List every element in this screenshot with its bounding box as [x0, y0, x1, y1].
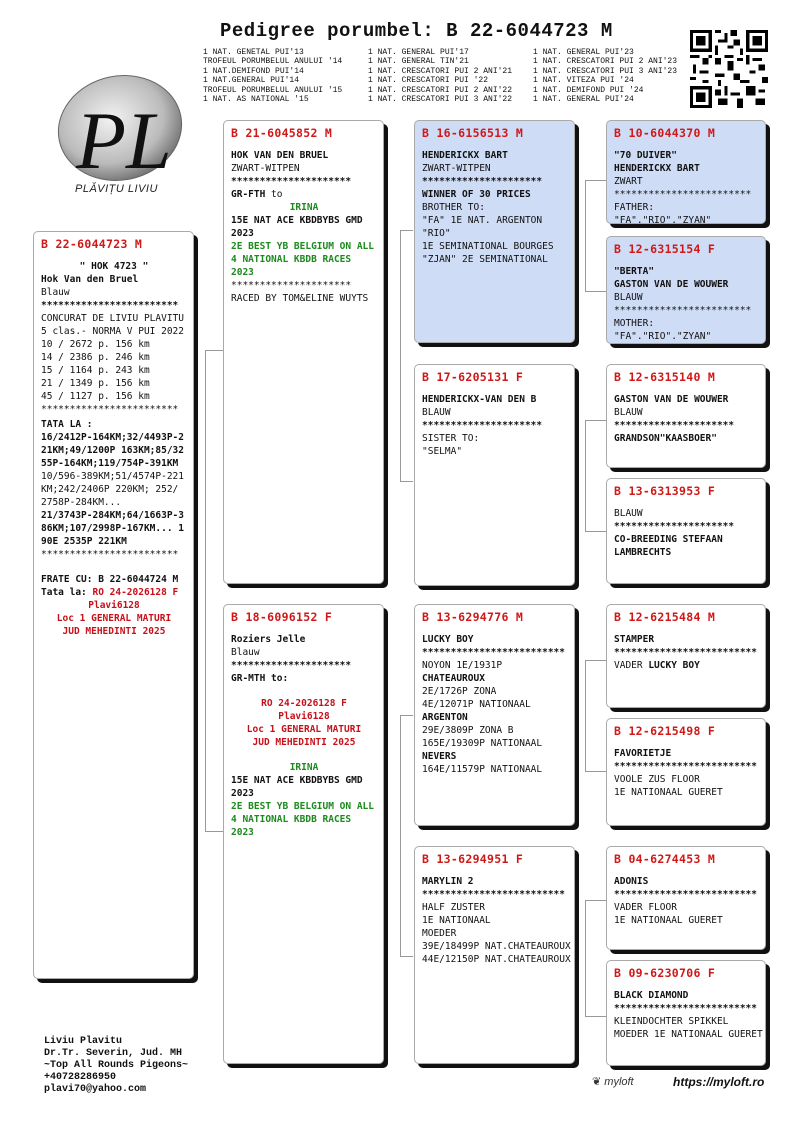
info-line: "FA" 1E NAT. ARGENTON — [422, 215, 543, 226]
mf-card — [414, 604, 575, 826]
pigeon-name: MARYLIN 2 — [422, 876, 474, 887]
separator: ************************* — [422, 889, 565, 900]
separator: ********************* — [614, 521, 735, 532]
info-line: VADER FLOOR — [614, 902, 677, 913]
separator: ********************* — [231, 280, 352, 291]
to-label: to — [265, 189, 283, 200]
separator: ************************ — [41, 300, 179, 311]
achievement: TROFEUL PORUMBELUL ANULUI '15 — [203, 85, 343, 95]
achievements-col-1 — [203, 48, 342, 104]
info-line: "ZJAN" 2E SEMINATIONAL — [422, 254, 548, 265]
tata-label: TATA LA : — [41, 419, 93, 430]
separator: ********************* — [422, 176, 543, 187]
breeder-name: Liviu Plavitu — [44, 1036, 123, 1047]
red-line: Plavi6128 — [88, 600, 140, 611]
mmf-card — [606, 846, 766, 950]
connector-gen3-mm — [585, 900, 606, 1017]
mother-card — [223, 604, 384, 1064]
pigeon-color: Blauw — [41, 287, 70, 298]
achievement: 1 NAT. VITEZA PUI '24 — [533, 76, 634, 86]
subject-card — [33, 231, 194, 979]
ring-number: B 12-6315140 M — [614, 370, 716, 384]
nickname: "BERTA" — [614, 266, 655, 277]
tata-la-label: Tata la: — [41, 587, 93, 598]
achievement: 1 NAT.DEMIFOND PUI'14 — [203, 66, 304, 76]
achievement: 1 NAT. GENERAL TIN'21 — [368, 57, 469, 67]
mm-card — [414, 846, 575, 1064]
info-line: 2E/1726P ZONA — [422, 686, 497, 697]
info-line: "RIO" — [422, 228, 451, 239]
info-line: 164E/11579P NATIONAAL — [422, 764, 543, 775]
achievement: 1 NAT. CRESCATORI PUI 2 ANI'21 — [368, 66, 513, 76]
result: 21 / 1349 p. 156 km — [41, 378, 150, 389]
vader-label: VADER — [614, 660, 649, 671]
green-line: 2E BEST YB BELGIUM ON ALL 4 NATIONAL KBDB RACES 2023 — [231, 801, 374, 838]
info-line: NOYON 1E/1931P — [422, 660, 503, 671]
cobreeding-line: CO-BREEDING STEFAAN LAMBRECHTS — [614, 534, 723, 558]
separator: ************************ — [41, 404, 179, 415]
info-line: KLEINDOCHTER SPIKKEL — [614, 1016, 729, 1027]
pigeon-name: HOK VAN DEN BRUEL — [231, 150, 329, 161]
red-line: Plavi6128 — [278, 711, 330, 722]
grandson-line: GRANDSON"KAASBOER" — [614, 433, 717, 444]
result: 15 / 1164 p. 243 km — [41, 365, 150, 376]
ring-number: B 21-6045852 M — [231, 126, 333, 140]
achievement: 1 NAT. CRESCATORI PUI 3 ANI'23 — [533, 66, 678, 76]
info-line: SISTER TO: — [422, 433, 480, 444]
ffm-card — [606, 236, 766, 344]
svg-text:PL: PL — [76, 95, 172, 186]
race-name: ARGENTON — [422, 712, 468, 723]
myloft-label: myloft — [604, 1076, 634, 1088]
separator: ********************* — [231, 176, 352, 187]
pigeon-name: Roziers Jelle — [231, 634, 306, 645]
achievement: 1 NAT. GENERAL PUI'24 — [533, 95, 634, 105]
info-line: MOEDER 1E NATIONAAL GUERET — [614, 1029, 763, 1040]
separator: ************************* — [614, 889, 757, 900]
brother-line: FRATE CU: B 22-6044724 M — [41, 574, 179, 585]
ring-number: B 12-6215484 M — [614, 610, 716, 624]
logo-name: PLĂVIȚU LIVIU — [75, 183, 158, 195]
red-line: RO 24-2026128 F — [261, 698, 347, 709]
pigeon-name: STAMPER — [614, 634, 655, 645]
nickname: "70 DUIVER" — [614, 150, 677, 161]
red-line: JUD MEHEDINTI 2025 — [252, 737, 356, 748]
ff-card — [414, 120, 575, 343]
ring-number: B 12-6315154 F — [614, 242, 716, 256]
pigeon-color: BLAUW — [614, 508, 643, 519]
tata-la-ring: RO 24-2026128 F — [92, 587, 179, 598]
myloft-brand — [592, 1075, 634, 1088]
achievement: 1 NAT.GENERAL PUI'14 — [203, 76, 300, 86]
separator: ********************* — [422, 420, 543, 431]
pigeon-name: BLACK DIAMOND — [614, 990, 689, 1001]
nickname: " HOK 4723 " — [79, 261, 149, 272]
separator: ************************* — [422, 647, 565, 658]
qr-code-icon — [690, 30, 768, 108]
breeder-email: plavi70@yahoo.com — [44, 1084, 147, 1095]
grmth-label: GR-MTH to: — [231, 673, 289, 684]
info-line: MOEDER — [422, 928, 457, 939]
connector-gen3-mf — [585, 660, 606, 772]
fmm-card — [606, 478, 766, 584]
ring-number: B 13-6313953 F — [614, 484, 716, 498]
race-name: NEVERS — [422, 751, 457, 762]
irina-name: IRINA — [289, 762, 319, 773]
connector-gen1 — [205, 350, 224, 832]
pigeon-color: BLAUW — [614, 292, 643, 303]
ring-number: B 18-6096152 F — [231, 610, 333, 624]
info-line: 4E/12071P NATIONAAL — [422, 699, 531, 710]
achievement: 1 NAT. CRESCATORI PUI 2 ANI'22 — [368, 85, 513, 95]
separator: ************************* — [614, 647, 757, 658]
pigeon-color: ZWART-WITPEN — [422, 163, 491, 174]
pigeon-name: LUCKY BOY — [422, 634, 474, 645]
pigeon-name: HENDERICKX BART — [422, 150, 508, 161]
ring-number: B 13-6294951 F — [422, 852, 524, 866]
page-title: Pedigree porumbel: B 22-6044723 M — [220, 20, 613, 42]
pigeon-name: ADONIS — [614, 876, 649, 887]
info-line: 1E NATIONAAL GUERET — [614, 787, 723, 798]
ring-number: B 09-6230706 F — [614, 966, 716, 980]
father-card — [223, 120, 384, 584]
achievement: TROFEUL PORUMBELUL ANULUI '14 — [203, 57, 343, 67]
tata-results-3: 21/3743P-284KM;64/1663P-386KM;107/2998P-167KM... 190E 2535P 221KM — [41, 510, 184, 547]
pigeon-name: HENDERICKX BART — [614, 163, 700, 174]
separator: ************************ — [614, 305, 752, 316]
pigeon-icon: ❦ — [592, 1076, 602, 1088]
ring-number: B 12-6215498 F — [614, 724, 716, 738]
info-line: 165E/19309P NATIONAAL — [422, 738, 543, 749]
ring-number: B 04-6274453 M — [614, 852, 716, 866]
separator: ********************* — [614, 420, 735, 431]
red-line: JUD MEHEDINTI 2025 — [62, 626, 166, 637]
grfth-label: GR-FTH — [231, 189, 266, 200]
mmm-card — [606, 960, 766, 1066]
separator: ************************* — [614, 1003, 757, 1014]
pigeon-name: GASTON VAN DE WOUWER — [614, 279, 729, 290]
achievements-col-3 — [533, 48, 677, 104]
result: 45 / 1127 p. 156 km — [41, 391, 150, 402]
pigeon-name: Hok Van den Bruel — [41, 274, 139, 285]
info-line: 39E/18499P NAT.CHATEAUROUX — [422, 941, 571, 952]
separator: ************************* — [614, 761, 757, 772]
pigeon-color: ZWART — [614, 176, 643, 187]
breeder-tagline: ~Top All Rounds Pigeons~ — [44, 1060, 189, 1071]
achievement: 1 NAT. GENERAL PUI'17 — [368, 48, 469, 57]
connector-gen2-mother — [400, 715, 413, 957]
mff-card — [606, 604, 766, 708]
tata-results-1: 16/2412P-164KM;32/4493P-221KM;49/1200P 163KM;85/3255P-164KM;119/754P-391KM — [41, 432, 184, 469]
achievement: 1 NAT. CRESCATORI PUI '22 — [368, 76, 489, 86]
info-line: "FA"."RIO"."ZYAN" — [614, 331, 712, 342]
info-line: HALF ZUSTER — [422, 902, 485, 913]
info-line: "SELMA" — [422, 446, 463, 457]
connector-gen3-ff — [585, 180, 606, 292]
info-line: 1E SEMINATIONAL BOURGES — [422, 241, 554, 252]
red-line: Loc 1 GENERAL MATURI — [246, 724, 362, 735]
connector-gen2-father — [400, 230, 413, 482]
ring-number: B 10-6044370 M — [614, 126, 716, 140]
pigeon-color: BLAUW — [614, 407, 643, 418]
ring-number: B 16-6156513 M — [422, 126, 524, 140]
race-name: CHATEAUROUX — [422, 673, 485, 684]
fff-card — [606, 120, 766, 224]
green-line: 2E BEST YB BELGIUM ON ALL 4 NATIONAL KBDB RACES 2023 — [231, 241, 374, 278]
pigeon-color: ZWART-WITPEN — [231, 163, 300, 174]
mfm-card — [606, 718, 766, 826]
info-line: 29E/3809P ZONA B — [422, 725, 514, 736]
fm-card — [414, 364, 575, 586]
info-line: 1E NATIONAAL — [422, 915, 491, 926]
breeder-contact — [44, 1036, 188, 1096]
breeder-address: Dr.Tr. Severin, Jud. MH — [44, 1048, 183, 1059]
raced-by: RACED BY TOM&ELINE WUYTS — [231, 293, 369, 304]
achievement: 1 NAT. GENERAL PUI'23 — [533, 48, 634, 57]
achievement: 1 NAT. GENETAL PUI'13 — [203, 48, 304, 57]
contest-line: CONCURAT DE LIVIU PLAVITU — [41, 313, 184, 324]
fmf-card — [606, 364, 766, 468]
winner-line: WINNER OF 30 PRICES — [422, 189, 531, 200]
result: 14 / 2386 p. 246 km — [41, 352, 150, 363]
connector-gen3-fm — [585, 420, 606, 532]
achievement: 1 NAT. AS NATIONAL '15 — [203, 95, 309, 105]
info-line: 44E/12150P NAT.CHATEAUROUX — [422, 954, 571, 965]
separator: ************************ — [41, 549, 179, 560]
pigeon-color: BLAUW — [422, 407, 451, 418]
separator: ************************ — [614, 189, 752, 200]
pigeon-name: FAVORIETJE — [614, 748, 672, 759]
result: 10 / 2672 p. 156 km — [41, 339, 150, 350]
ring-number: B 13-6294776 M — [422, 610, 524, 624]
info-line: 1E NATIONAAL GUERET — [614, 915, 723, 926]
site-link[interactable]: https://myloft.ro — [673, 1075, 765, 1089]
info-line: MOTHER: — [614, 318, 655, 329]
red-line: Loc 1 GENERAL MATURI — [56, 613, 172, 624]
achievement: 1 NAT. CRESCATORI PUI 3 ANI'22 — [368, 95, 513, 105]
info-line: FATHER: — [614, 202, 655, 213]
info-line: VOOLE ZUS FLOOR — [614, 774, 700, 785]
ace-line: 15E NAT ACE KBDBYBS GMD 2023 — [231, 775, 363, 799]
vader-name: LUCKY BOY — [648, 660, 700, 671]
breeder-phone: +40728286950 — [44, 1072, 117, 1083]
irina-name: IRINA — [289, 202, 319, 213]
info-line: "FA"."RIO"."ZYAN" — [614, 215, 712, 224]
achievement: 1 NAT. DEMIFOND PUI '24 — [533, 85, 644, 95]
ace-line: 15E NAT ACE KBDBYBS GMD 2023 — [231, 215, 363, 239]
tata-results-2: 10/596-389KM;51/4574P-221 KM;242/2406P 220KM; 252/ 2758P-284KM... — [41, 471, 184, 508]
achievement: 1 NAT. CRESCATORI PUI 2 ANI'23 — [533, 57, 678, 67]
pigeon-name: GASTON VAN DE WOUWER — [614, 394, 729, 405]
pigeon-color: Blauw — [231, 647, 260, 658]
separator: ********************* — [231, 660, 352, 671]
ring-number: B 17-6205131 F — [422, 370, 524, 384]
info-line: BROTHER TO: — [422, 202, 485, 213]
pigeon-name: HENDERICKX-VAN DEN B — [422, 394, 537, 405]
ring-number: B 22-6044723 M — [41, 237, 143, 251]
achievements-col-2 — [368, 48, 512, 104]
class-line: 5 clas.- NORMA V PUI 2022 — [41, 326, 184, 337]
